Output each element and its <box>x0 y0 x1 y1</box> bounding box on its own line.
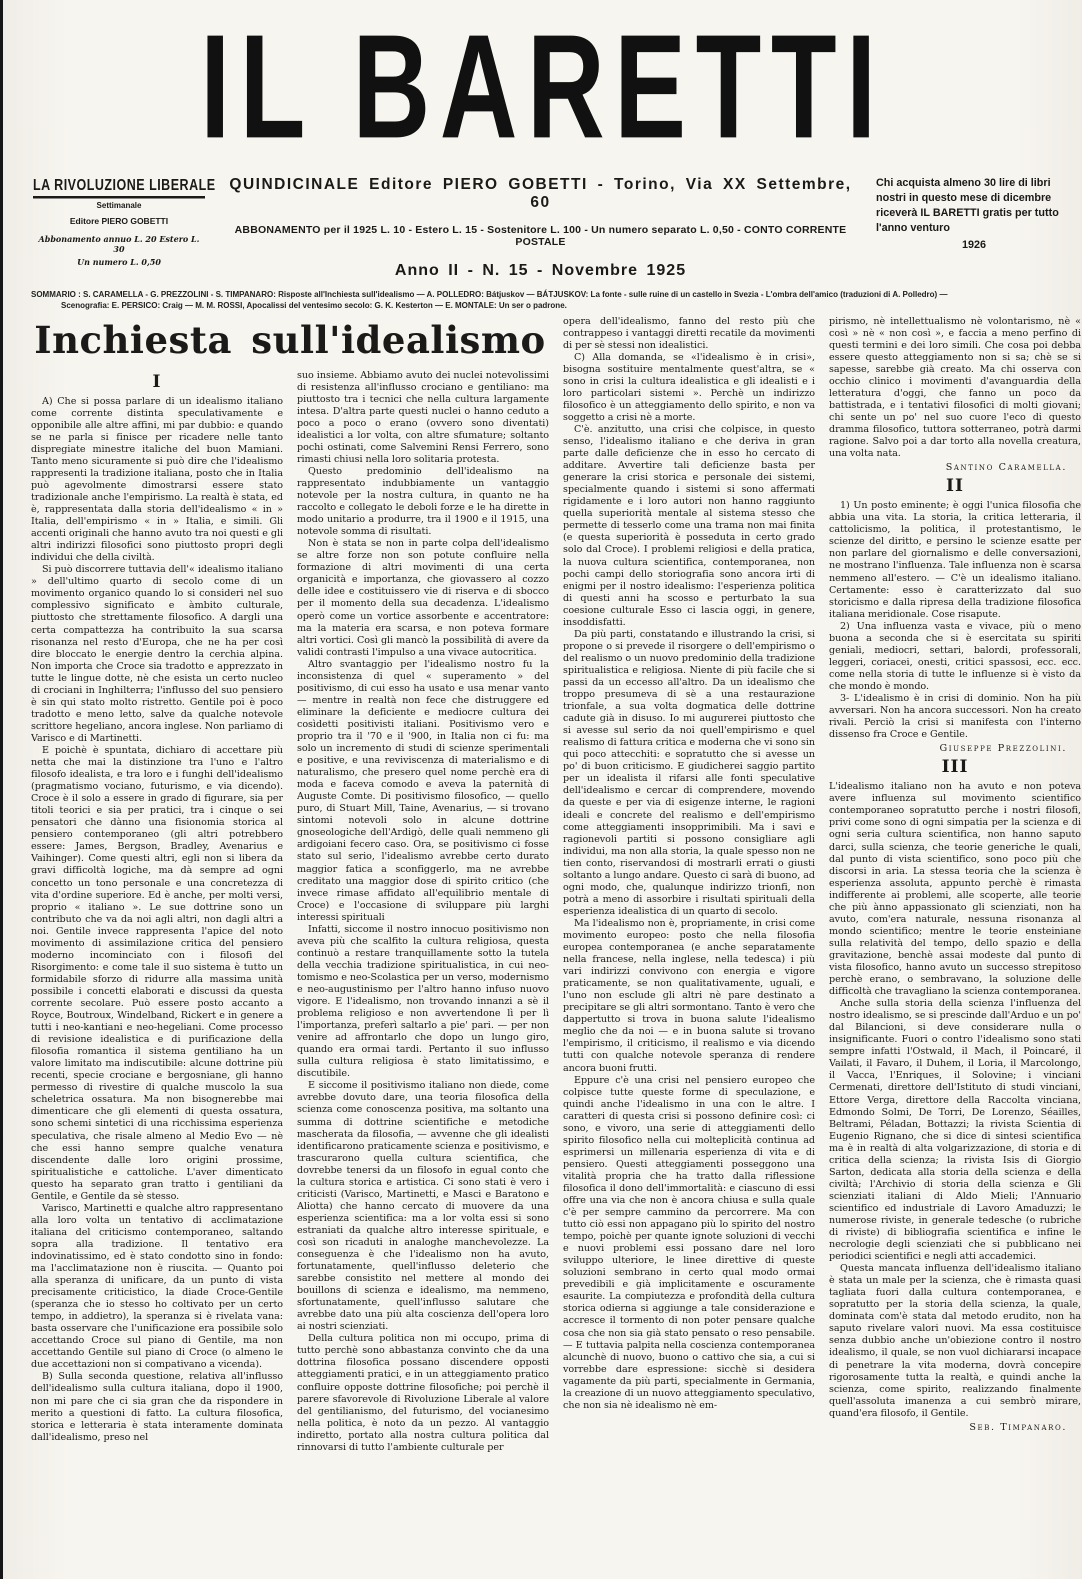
body-paragraph: Varisco, Martinetti e qualche altro rappresentano alla loro volta un tentativo di acclimatazione italiana del criticismo contemporaneo, saltando sopra alla tradizione. Il tentativo era indovinatissimo, ed è stato condotto sino in fondo: ma l'acclimatazione non è riuscita. — Quanto poi alla speranza di unificare, da un punto di vista precisamente criticistico, la diade Croce-Gentile (speranza che io stesso ho coltivato per un certo tempo, in addietro), la speranza si è rivelata vana: basta osservare che l'unificazione era possibile solo accettando Croce sul piano di Gentile, ma non accettando Gentile sul piano di Croce (o almeno le due accettazioni non si compativano a vicenda). <box>31 1202 283 1371</box>
body-paragraph: suo insieme. Abbiamo avuto dei nuclei notevolissimi di resistenza all'influsso crociano e gentiliano: ma piuttosto tra i tecnici che nella cultura largamente intesa. D'altra parte questi nuclei o hanno ceduto a poco a poco o erano (ovvero sono diventati) idealistici a lor volta, con altre sfumature; soltanto pochi ostinati, come Salvemini Rensi Ferrero, sono rimasti chiusi nella loro solitaria protesta. <box>297 369 549 465</box>
body-paragraph: A) Che si possa parlare di un idealismo italiano come corrente distinta speculativamente e opponibile alle altre affini, mi par dubbio: e quando se ne parla si finisce per ricadere nelle tanto dispregiate minestre italiche del buon Mamiani. Tanto meno sicuramente si può dire che l'idealismo rappresenti la tradizione italiana, posto che in Italia può agevolmente dimostrarsi essere stato tradizionale anche l'empirismo. La realtà è stata, ed è, rappresentata dalla storia dell'idealismo « in » Italia, dell'empirismo « in » Italia, e simili. Gli accenti originali che hanno avuto tra noi questi e gli altri indirizzi filosofici sono piuttosto propri degli individui che della civiltà. <box>31 395 283 564</box>
body-paragraph: 1) Un posto eminente; è oggi l'unica filosofia che abbia una vita. La storia, la critica letteraria, il cattolicismo, la politica, il protestantismo, le scienze del diritto, e persino le scienze esatte per non parlare del giornalismo e delle conversazioni, ne mostrano l'influenza. Tale influenza non è scarsa nemmeno all'estero. — C'è un idealismo italiano. Certamente: esso è caratterizzato dal suo storicismo e dalla ripresa della tradizione filosofica italiana meridionale. Cose risapute. <box>829 500 1081 620</box>
periodicity-line: QUINDICINALE Editore PIERO GOBETTI - Torino, Via XX Settembre, 60 <box>229 176 852 211</box>
promo-text: Chi acquista almeno 30 lire di libri nostri in questo mese di dicembre riceverà IL BARETTI gratis per tutto l'anno venturo <box>876 177 1059 235</box>
issue-info-block <box>205 176 876 280</box>
body-paragraph: E poichè è spuntata, dichiaro di accettare più netta che mai la distinzione tra l'uno e l'altro filosofo idealista, e tra loro e i funghi dell'idealismo (pragmatismo vociano, futurismo, e via dicendo). Croce è il solo a essere in grado di figurare, sia per titoli teorici e sia per pratici, tra i cinque o sei pensatori che dànno una fisionomia storica al pensiero contemporaneo (gli altri potrebbero essere: James, Bergson, Bradley, Avenarius e Vaihinger). Come questi altri, egli non si libera da gravi difficoltà logiche, ma dà sempre ad ogni concetto un tono personale e una concretezza di vita d'ordine superiore. Ed è anche, per molti versi, proprio « italiano ». Le sue dottrine sono un contributo che va da noi agli altri, non dagli altri a noi. Gentile invece rappresenta l'apice del noto movimento di assimilazione critica del pensiero moderno incominciato con i filosofi del Risorgimento: e come tale il suo sistema è tutto un formidabile sforzo di ridurre alla massima unità possibile i concetti elaborati e discussi da questa corrente secolare. Può essere posto accanto a Royce, Boutroux, Windelband, Rickert e in genere a tutti i neo-kantiani e neo-hegeliani. Come processo di revisione idealistica e di purificazione della filosofia romantica il sistema gentiliano ha un valore limitato ma indiscutibile: alcune dottrine più recenti, specie crociane e bergosniane, gli hanno permesso di rivestire di qualche muscolo la sua scheletrica ossatura. Ma non bisognerebbe mai dimenticare che gli elementi di questa ossatura, sono schemi sintetici di una ricchissima esperienza speculativa, che risale almeno al Medio Evo — nè che essi hanno sempre qualche venatura discendente dalle loro origini prossime, spiritualistiche e cattoliche. L'aver dimenticato questo ha separato gran tratto i gentiliani da Gentile, e Gentile da sè stesso. <box>31 745 283 1202</box>
sommario <box>31 290 1068 312</box>
subscription-line: ABBONAMENTO per il 1925 L. 10 - Estero L. 15 - Sostenitore L. 100 - Un numero separato L. 0,50 - CONTO CORRENTE POSTALE <box>234 224 847 248</box>
article-right-half <box>563 316 1081 1579</box>
body-paragraph: B) Sulla seconda questione, relativa all'influsso dell'idealismo sulla cultura italiana, dopo il 1900, non mi pare che ci sia gran che da rispondere in merito a questioni di fatto. La cultura filosofica, storica e letteraria è stata interamente dominata dall'idealismo, preso nel <box>31 1371 283 1443</box>
section-heading: I <box>152 371 162 392</box>
text-column-1 <box>31 370 283 1579</box>
author-signature: Santino Caramella. <box>945 462 1067 474</box>
text-column-2 <box>297 370 549 1579</box>
body-paragraph: pirismo, nè intellettualismo nè volontarismo, nè « così » nè « non così », e faccia a meno perfino di questi termini e dei loro simili. Che cosa poi debba essere questo atteggiamento non si sa; chè se si sapesse, sarebbe già creato. Ma chi osserva con occhio clinico i movimenti d'avanguardia della letteratura d'oggi, che fanno un poco da battistrada, e i tentativi filosofici di molti giovani; chi sente un po' nel suo cuore l'eco di questo dramma filosofico, tuttora sotterraneo, potrà darmi ragione. Salvo poi a dar torto alla novella creatura, una volta nata. <box>829 315 1081 460</box>
body-paragraph: Altro svantaggio per l'idealismo nostro fu la inconsistenza di quel « superamento » del positivismo, di cui esso ha usato e usa menar vanto — mentre in realtà non fece che distruggere ed eliminare la deficiente e mediocre cultura dei cosìdetti positivisti italiani. Positivismo vero e proprio tra il '70 e il '900, in Italia non ci fu: ma solo un incremento di studi di scienze sperimentali e positive, e una reviviscenza di materialismo e di naturalismo, che presero quel nome perchè era di moda e faceva comodo e aveva la paternità di Auguste Comte. Di positivismo filosofico, — quello puro, di Stuart Mill, Taine, Avenarius, — si trovano sintomi notevoli solo in alcune dottrine gnoseologiche dell'Ardigò, delle quali nemmeno gli ardigoiani fecero caso. Ora, se positivismo ci fosse stato sul serio, l'idealismo avrebbe certo durato maggior fatica a sconfiggerlo, ma ne avrebbe creditato una maggior dose di spirito critico (che invece rimase affidato all'equilibrio mentale di Croce) e l'occasione di sviluppare più larghi interessi spirituali <box>297 658 549 923</box>
body-paragraph: C'è. anzitutto, una crisi che colpisce, in questo senso, l'idealismo italiano e che deriva in gran parte dalle deficienze che in esso ho cercato di additare. Avvertire tali deficienze basta per generare la crisi storica e personale dei sistemi, specialmente quando i sistemi si sono affermati rigidamente e i loro autori non hanno raggiunto quella superiorità mentale al sistema stesso che permette di tesserlo come una trama non mai finita (e questa superiorità è posseduta in certo grado solo dal Croce). I problemi religiosi e della pratica, la nuova cultura scientifica, contemporanea, non pochi campi dello storiografia sono ancora irti di enigmi per il nostro idealismo: l'esperienza politica di questi anni ha scosso e perturbato la sua coesione culturale Esso ci lascia oggi, in genere, insoddisfatti. <box>563 424 815 628</box>
promo-block <box>876 176 1072 254</box>
body-paragraph: Eppure c'è una crisi nel pensiero europeo che colpisce tutte queste forme di speculazione, e quindi anche l'idealismo in una con le altre. I caratteri di questa crisi si possono definire così: ci sono, e vivoro, una serie di atteggiamenti dello spirito filosofico nella cui molteplicità continua ad esprimersi un millenaria esperienza di vita e di pensiero. Questi atteggiamenti posseggono una vitalità propria che ha tratto dalla riflessione filosofica il dono dell'immortalità: e ciascuno di essi offre una via che non è ancora chiusa e sulla quale c'è per sempre cammino da percorrere. Ma con tutto ciò essi non appagano più lo spirito del nostro tempo, poichè per quante ignote soluzioni di vecchi e nuovi problemi essi possano dare nel loro sviluppo ulteriore, le linee direttive di queste soluzioni sembrano in certo qual modo ormai prevedibili e già implicitamente e oscuramente esaurite. La compiutezza e profondità della cultura storica odierna si aggiunge a tale considerazione e accresce il tormento di non poter pensare qualche cosa che non sia già stato pensato o reso pensabile. — E tuttavia palpita nella coscienza contemporanea alcunchè di nuovo, buono o cattivo che sia, a cui si vorrebbe dare espressione: sicchè si desidera vagamente da più parti, specialmente in Germania, la creazione di un nuovo atteggiamento speculativo, che non sia nè idealismo nè em- <box>563 1074 815 1411</box>
author-signature: Giuseppe Prezzolini. <box>939 743 1067 755</box>
brand-publisher: Editore PIERO GOBETTI <box>69 216 169 226</box>
masthead-title: IL BARETTI <box>199 3 886 169</box>
article-title: Inchiesta sull'idealismo <box>34 317 546 362</box>
sommario-line-1: SOMMARIO : S. CARAMELLA - G. PREZZOLINI - S. TIMPANARO: Risposte all'Inchiesta sull'idealismo — A. POLLEDRO: Bátjuskov — BÁTJUSKOV: La fonte - sulle ruine di un castello in Svezia - L'ombra dell'amico (traduzioni di A. Polledro) — <box>31 290 948 299</box>
body-paragraph: opera dell'idealismo, fanno del resto più che contrappeso i vantaggi diretti recatile da movimenti di per sè stessi non idealistici. <box>563 315 815 351</box>
body-paragraph: E siccome il positivismo italiano non diede, come avrebbe dovuto dare, una teoria filosofica della scienza come conoscenza positiva, ma soltanto una summa di dottrine scientifiche e metodiche mascherata da filosofia, — avvenne che gli idealisti identificarono praticamente scienza e positivismo, e trascurarono quella cultura scientifica, che dovrebbe tenersi da un filosofo in egual conto che la cultura storica e artistica. Ci sono stati è vero i criticisti (Varisco, Martinetti, e Masci e Baratono e Aliotta) che hanno cercato di muovere da una esperienza scientifica: ma a lor volta essi si sono estraniati da qualche altro interesse spirituale, e così son ricaduti in analoghe manchevolezze. La conseguenza è che l'idealismo non ha avuto, fortunatamente, quell'influsso deleterio che sarebbe consistito nel mettere al mondo dei bouillons di scienza e idealismo, ma nemmeno, sfortunatamente, quell'influsso salutare che avrebbe dato una più alta coscienza dell'opera loro ai nostri scienziati. <box>297 1080 549 1333</box>
author-signature: Seb. Timpanaro. <box>969 1421 1067 1433</box>
header-band <box>3 168 1082 280</box>
body-paragraph: Non è stata se non in parte colpa dell'idealismo se altre forze non son potute confluire nella formazione di altri movimenti di una certa organicità e importanza, che giovassero al cozzo delle idee e costituissero vie di riserva e di sbocco per il momento della sua decadenza. L'idealismo operò come un vortice assorbente e accentratore: ma la materia era scarsa, e non poteva formare altri vortici. Così gli mancò la possibilità di avere da validi contrasti l'impulso a una vivace autocritica. <box>297 538 549 658</box>
brand-subtitle: Settimanale <box>96 201 142 210</box>
text-column-3 <box>563 316 815 1579</box>
body-paragraph: Anche sulla storia della scienza l'influenza del nostro idealismo, se si prescinde dall'Arduo e un po' dal Bilancioni, si deve considerare nulla o insignificante. Fuori o contro l'idealismo sono stati sempre infatti l'Ostwald, il Mach, il Poincaré, il Vailati, il Favaro, il Duhem, il Loria, il Marcolongo, il Vacca, l'Enriques, il Solovine; i vinciani Cermenati, direttore dell'Istituto di studi vinciani, Ettore Verga, direttore della Raccolta vinciana, Edmondo Solmi, De Torri, De Lorenzo, Séailles, Beltrami, Péladan, Bottazzi; la rivista Scientia di Eugenio Rignano, che si dice di sintesi scientifica ma è in realtà di alta volgarizzazione, di storia e di critica della scienza; la rivista Isis di Giorgio Sarton, dedicata alla storia della scienza e della civiltà; l'Archivio di storia della scienza e Gli scienziati italiani di Aldo Mieli; l'Annuario scientifico ed industriale di Lavoro Amaduzzi; le numerose riviste, in generale tedesche (o rubriche di riviste) di bibliografia scientifica e infine le necrologie degli scienziati che si pubblicano nei periodici scientifici e negli atti accademici. <box>829 998 1081 1263</box>
body-paragraph: 3- L'idealismo è in crisi di dominio. Non ha più avversari. Non ha ancora successori. Non ha creato rivali. Perciò la crisi si manifesta con l'interno dissenso fra Croce e Gentile. <box>829 693 1081 741</box>
body-paragraph: Questo predominio dell'idealismo na rappresentato indubbiamente un vantaggio notevole per la nostra cultura, in quanto ne ha raccolto e collegato le deboli forze e le ha dirette in modo unitario a produrre, tra il 1900 e il 1915, una notevole somma di risultati. <box>297 465 549 538</box>
section-heading: II <box>946 476 964 497</box>
body-paragraph: 2) Una influenza vasta e vivace, più o meno buona a seconda che si è esercitata su spiriti geniali, mediocri, settari, balordi, professorali, leggeri, coriacei, onesti, critici spassosi, ecc. ecc. come nella storia di tutte le influenze si è visto da che mondo è mondo. <box>829 620 1081 692</box>
body-paragraph: Da più parti, constatando e illustrando la crisi, si propone o si prevede il risorgere o dell'empirismo o del realismo o un nuovo predominio della tradizione spiritualistica e religiosa. Niente di più facile che si passi da un eccesso all'altro. Da un idealismo che troppo presumeva di sè a una restaurazione trionfale, a sua volta dogmatica delle dottrine cadute già in disuso. Io mi augurerei piuttosto che si avesse sul serio da noi quell'empirismo e quel realismo di fattura critica e moderna che vi sono sin qui poco attecchiti: e sopratutto che si avesse un po' di buon criticismo. E giudicherei saggio partito per un idealista il rifarsi alle fonti speculative dell'idealismo e cercar di comprendere, movendo da queste e per via di esigenze interne, le ragioni ideali e concrete del realismo e dell'empirismo come atteggiamenti insopprimibili. Ma i savi e ragionevoli partiti si possono consigliare agli individui, ma non alla storia, la quale spesso non ne tien conto, riservandosi di mostrarli errati o giusti soltanto a lungo andare. Questo ci sarà di buono, ad ogni modo, che, qualunque indirizzo trionfi, non potrà a meno di assorbire i risultati spirituali della esperienza idealistica di un quarto di secolo. <box>563 628 815 917</box>
columns-1-2 <box>31 370 549 1579</box>
brand-price: Un numero L. 0,50 <box>77 257 161 267</box>
sommario-line-2: Scenografia: E. PERSICO: Craig — M. M. ROSSI, Apocalissi del ventesimo secolo: G. K. Kesterton — E. MONTALE: Un ser o padrone. <box>61 300 567 310</box>
body-paragraph: Della cultura politica non mi occupo, prima di tutto perchè sono abbastanza convinto che da una dottrina filosofica possano discendere opposti atteggiamenti pratici, e in un atteggiamento pratico confluire opposte dottrine filosofiche; poi perchè il parere sfavorevole di Rivoluzione Liberale al valore del gentilianismo, del futurismo, del vocianesimo nella politica, è noto da un pezzo. Al vantaggio indiretto, portato alla nostra cultura politica dal rinnovarsi di tutto l'ambiente culturale per <box>297 1333 549 1453</box>
masthead <box>3 0 1082 168</box>
body-paragraph: Infatti, siccome il nostro innocuo positivismo non aveva più che scalfito la cultura religiosa, questa continuò a restare tranquillamente sotto la tutela della vecchia tradizione spiritualistica, in cui neo-tomismo e neo-Scolastica per un verso, modernismo e neo-augustinismo per l'altro hanno infuso nuovo vigore. E l'idealismo, non trovando innanzi a sè il problema religioso e non avvertendone lì per lì l'importanza, preferì saltarlo a pie' pari. — per non venire ad affrontarlo che dopo un lungo giro, quando era ormai tardi. Pertanto il suo influsso sulla cultura religiosa è stato limitatissimo, e discutibile. <box>297 923 549 1080</box>
body-paragraph: Ma l'idealismo non è, propriamente, in crisi come movimento europeo: posto che nella filosofia europea contemporanea (e anche separatamente nella francese, nella inglese, nella tedesca) i più vari indirizzi convivono con energia e vigore praticamente, se non qualitativamente, uguali, e l'uno non esclude gli altri nè pare destinato a precipitare se gli altri sormontano. Tanto è vero che dappertutto si trova in buona salute l'idealismo meglio che da noi — e in buona salute si trovano l'empirismo, il criticismo, il realismo e via dicendo tutti con qualche notevole speranza di rendere ancora buoni frutti. <box>563 917 815 1074</box>
text-column-4 <box>829 316 1081 1579</box>
body-paragraph: Si può discorrere tuttavia dell'« idealismo italiano » dell'ultimo quarto di secolo come di un movimento organico quando lo si consideri nel suo complessivo significato e àmbito culturale, piuttosto che strettamente filosofico. A dargli una certa compattezza ha contribuito la sua scarsa risonanza nel resto d'Europa, che ne ha per così dire bloccato le energie dentro la cerchia alpina. Non importa che Croce sia tradotto e apprezzato in tutte le lingue dotte, nè che esista un certo nucleo di crociani in Inghilterra; l'influsso del suo pensiero è sin qui stato molto ristretto. Gentile poi è poco tradotto e meno letto, salve da qualche notevole scrittore hegeliano, ancora inglese. Non parliamo di Varisco e di Martinetti. <box>31 564 283 744</box>
body-paragraph: L'idealismo italiano non ha avuto e non poteva avere influenza sul movimento scientifico contemporaneo sopratutto perche i nostri filosofi, privi come sono di ogni simpatia per la scienza e di ogni seria cultura scientifica, non hanno saputo darci, sulla scienza, che teorie generiche le quali, dal punto di vista scientifico, sono poco più che discorsi in aria. La stessa teoria che la scienza è esperienza assoluta, appunto perchè è rimasta indifferente ai problemi, alle scoperte, alle teorie che più ànno appassionato gli scienziati, non ha avuto, com'era naturale, nessuna risonanza al mondo scientifico; mentre le teorie ensteiniane sulla relatività del tempo, dello spazio e della gravitazione, benchè assai modeste dal punto di vista filosofico, hanno avuto un successo strepitoso perchè erano, o sembravano, la soluzione delle difficoltà che travagliano la scienza contemporanea. <box>829 781 1081 998</box>
promo-year: 1926 <box>961 239 987 252</box>
body-paragraph: Questa mancata influenza dell'idealismo italiano è stata un male per la scienza, che è rimasta quasi tagliata fuori dalla cultura contemporanea, e sopratutto per la storia della scienza, la quale, dominata com'è stata dal metodo erudito, non ha saputo rivelare valori nuovi. Ma essa costituisce senza dubbio anche un'obiezione contro il nostro idealismo, il quale, se non vuol dichiararsi incapace di penetrare la vita moderna, dovrà concepire rigorosamente tutta la realtà, e quindi anche la scienza, come spirito, realizzando finalmente quell'assoluta imanenza a cui sembrò mirare, quand'era filosofo, il Gentile. <box>829 1263 1081 1419</box>
article-left-half <box>31 316 549 1579</box>
publisher-block <box>33 176 216 267</box>
body-paragraph: C) Alla domanda, se «l'idealismo è in crisi», bisogna sostituire mentalmente quest'altra, se « sono in crisi la cultura idealistica e gli idealisti e i loro particolari sistemi ». Perchè un indirizzo filosofico è un atteggiamento dello spirito, e non va soggetto a crisi nè a morte. <box>563 351 815 423</box>
rivoluzione-liberale-brand: LA RIVOLUZIONE LIBERALE <box>33 176 205 199</box>
section-heading: III <box>941 757 969 778</box>
issue-number: Anno II - N. 15 - Novembre 1925 <box>394 262 687 279</box>
article-body <box>3 314 1082 1579</box>
brand-abbonamento: Abbonamento annuo L. 20 Estero L. 30 <box>38 234 200 254</box>
